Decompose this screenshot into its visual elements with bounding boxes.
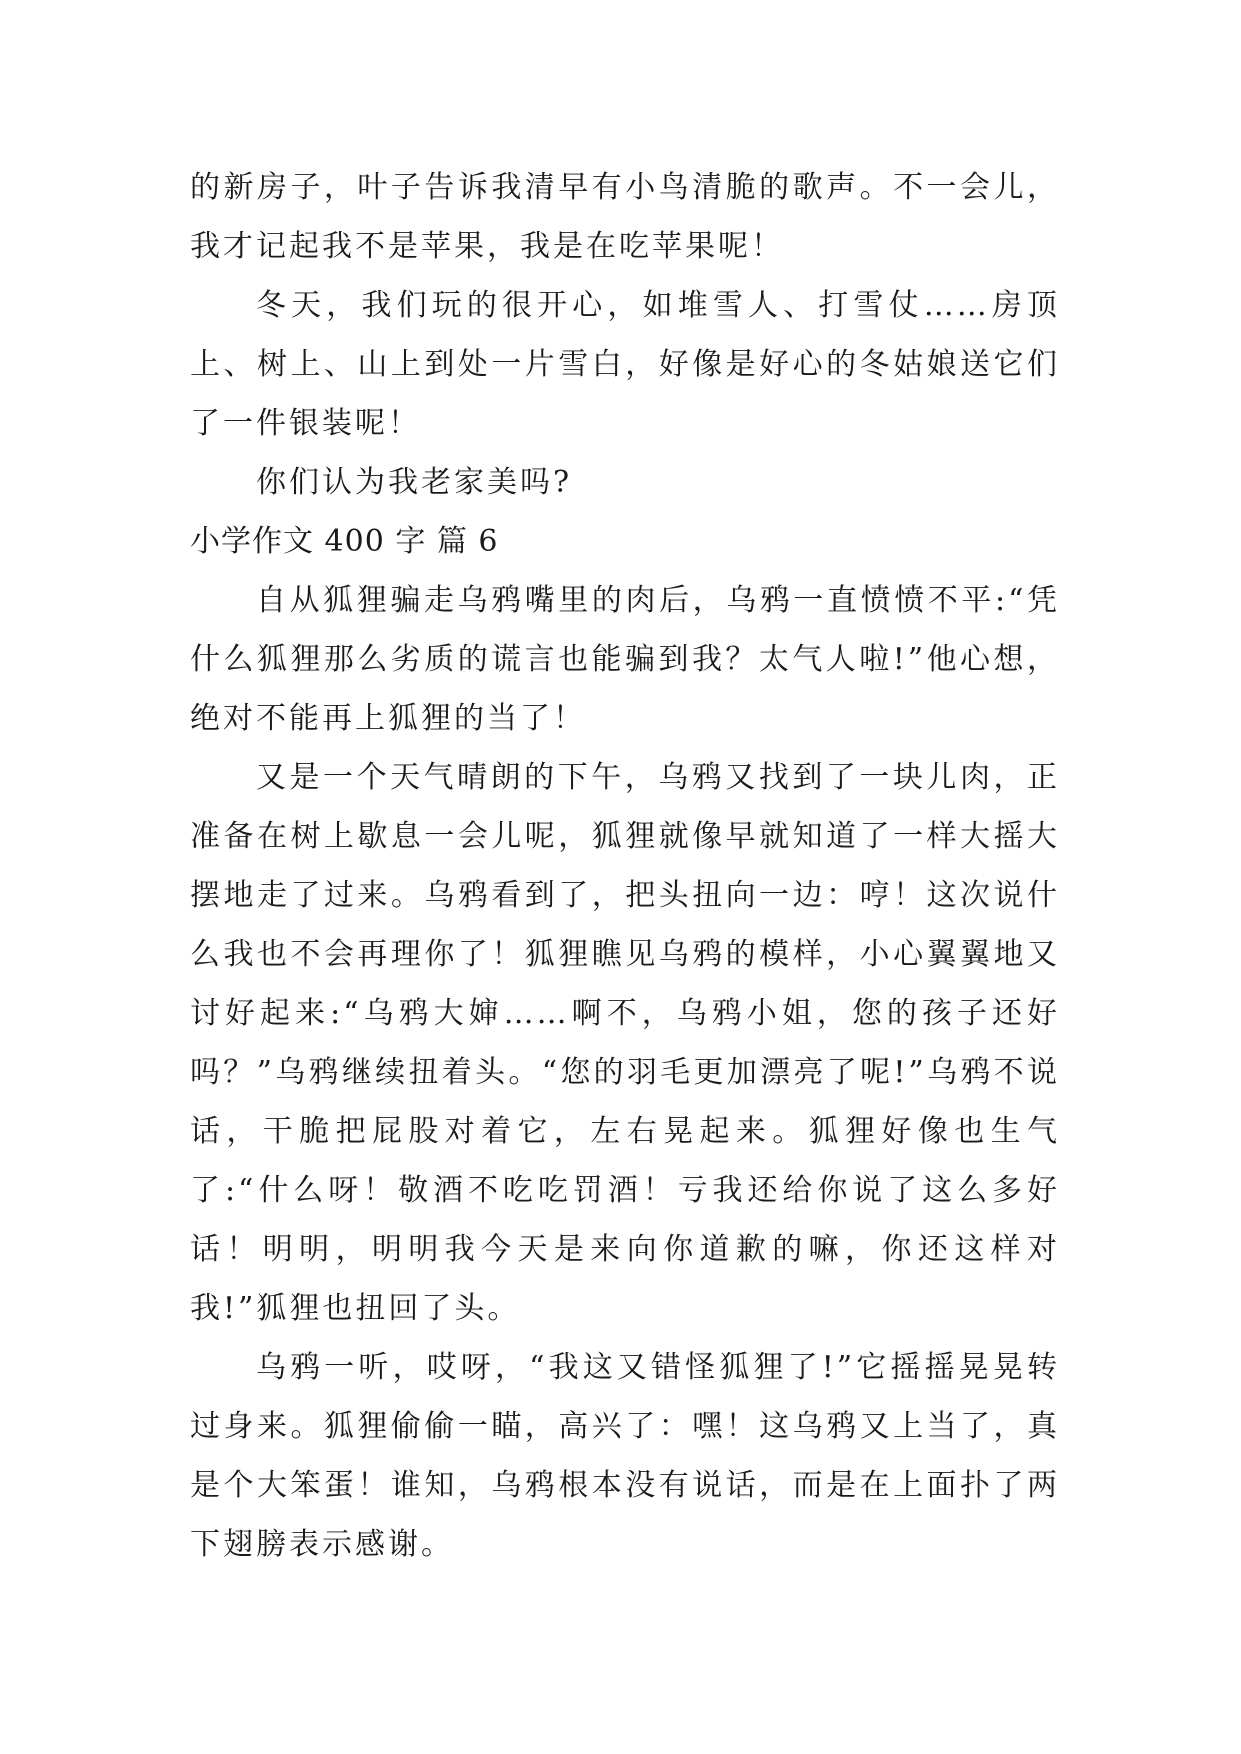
paragraph-winter: 冬天，我们玩的很开心，如堆雪人、打雪仗……房顶上、树上、山上到处一片雪白，好像是好心的冬姑娘送它们了一件银装呢！: [190, 288, 1060, 441]
text-column: [190, 158, 1060, 1574]
paragraph-continuation: 的新房子，叶子告诉我清早有小鸟清脆的歌声。不一会儿，我才记起我不是苹果，我是在吃苹果呢！: [190, 170, 1060, 264]
paragraph-story-opening: 自从狐狸骗走乌鸦嘴里的肉后，乌鸦一直愤愤不平:“凭什么狐狸那么劣质的谎言也能骗到我？太气人啦!”他心想，绝对不能再上狐狸的当了！: [190, 583, 1060, 736]
paragraph-story-middle: 又是一个天气晴朗的下午，乌鸦又找到了一块儿肉，正准备在树上歇息一会儿呢，狐狸就像早就知道了一样大摇大摆地走了过来。乌鸦看到了，把头扭向一边：哼！这次说什么我也不会再理你了！狐狸瞧见乌鸦的模样，小心翼翼地又讨好起来:“乌鸦大婶……啊不，乌鸦小姐，您的孩子还好吗？”乌鸦继续扭着头。“您的羽毛更加漂亮了呢!”乌鸦不说话，干脆把屁股对着它，左右晃起来。狐狸好像也生气了:“什么呀！敬酒不吃吃罚酒！亏我还给你说了这么多好话！明明，明明我今天是来向你道歉的嘛，你还这样对我!”狐狸也扭回了头。: [190, 760, 1060, 1326]
paragraph-story-ending: 乌鸦一听，哎呀，“我这又错怪狐狸了!”它摇摇晃晃转过身来。狐狸偷偷一瞄，高兴了：嘿！这乌鸦又上当了，真是个大笨蛋！谁知，乌鸦根本没有说话，而是在上面扑了两下翅膀表示感谢。: [190, 1350, 1060, 1562]
paragraph-question: 你们认为我老家美吗?: [256, 465, 573, 500]
section-heading: 小学作文 400 字 篇 6: [190, 524, 499, 559]
